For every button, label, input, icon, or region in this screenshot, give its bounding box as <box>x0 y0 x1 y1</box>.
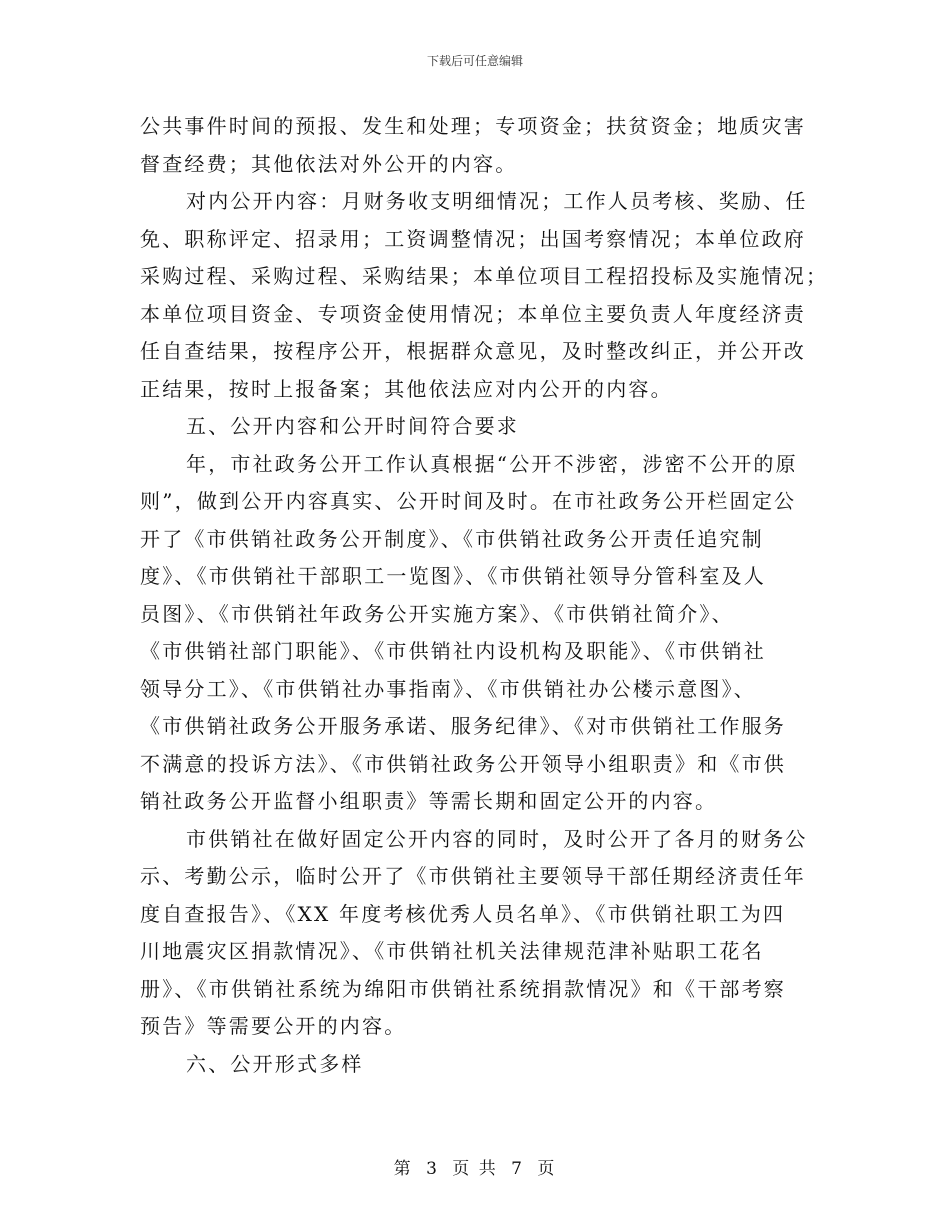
text-line: 本单位项目资金、专项资金使用情况；本单位主要负责人年度经济责 <box>140 301 806 326</box>
text-line: 公共事件时间的预报、发生和处理；专项资金；扶贫资金；地质灾害 <box>140 114 806 138</box>
text-line: 五、公开内容和公开时间符合要求 <box>186 414 519 438</box>
text-line: 川地震灾区捐款情况》、《市供销社机关法律规范津补贴职工花名 <box>140 939 764 963</box>
footer-prefix: 第 <box>393 1159 413 1179</box>
text-line: 年，市社政务公开工作认真根据“公开不涉密，涉密不公开的原 <box>186 451 798 476</box>
text-line: 员图》、《市供销社年政务公开实施方案》、《市供销社简介》、 <box>140 601 734 626</box>
text-line: 对内公开内容：月财务收支明细情况；工作人员考核、奖励、任 <box>186 189 808 213</box>
text-line: 正结果，按时上报备案；其他依法应对内公开的内容。 <box>140 376 673 401</box>
text-line: 开了《市供销社政务公开制度》、《市供销社政务公开责任追究制 <box>140 526 764 551</box>
footer-current-page: 3 <box>426 1159 439 1179</box>
text-line: 则”，做到公开内容真实、公开时间及时。在市社政务公开栏固定公 <box>140 489 797 513</box>
page-footer <box>0 1154 950 1179</box>
footer-middle: 页 共 <box>452 1159 498 1179</box>
text-line: 度》、《市供销社干部职工一览图》、《市供销社领导分管科室及人 <box>140 564 766 588</box>
footer-total-pages: 7 <box>511 1159 524 1179</box>
text-line: 采购过程、采购过程、采购结果；本单位项目工程招投标及实施情况； <box>140 264 829 288</box>
text-line: 不满意的投诉方法》、《市供销社政务公开领导小组职责》和《市供 <box>140 751 786 776</box>
text-line: 领导分工》、《市供销社办事指南》、《市供销社办公楼示意图》、 <box>140 676 756 701</box>
text-line: 预告》等需要公开的内容。 <box>140 1014 407 1038</box>
text-line: 六、公开形式多样 <box>186 1051 364 1076</box>
text-line: 销社政务公开监督小组职责》等需长期和固定公开的内容。 <box>140 789 718 813</box>
text-line: 度自查报告》、《XX 年度考核优秀人员名单》、《市供销社职工为四 <box>140 901 786 926</box>
text-line: 督查经费；其他依法对外公开的内容。 <box>140 151 518 176</box>
page-header: 下载后可任意编辑 <box>426 54 523 68</box>
text-line: 市供销社在做好固定公开内容的同时，及时公开了各月的财务公 <box>186 826 808 851</box>
text-line: 任自查结果，按程序公开，根据群众意见，及时整改纠正，并公开改 <box>140 339 806 363</box>
document-body <box>140 108 829 1083</box>
text-line: 示、考勤公示，临时公开了《市供销社主要领导干部任期经济责任年 <box>140 864 806 888</box>
text-line: 册》、《市供销社系统为绵阳市供销社系统捐款情况》和《干部考察 <box>140 976 786 1001</box>
text-line: 《市供销社部门职能》、《市供销社内设机构及职能》、《市供销社 <box>140 639 766 663</box>
footer-suffix: 页 <box>537 1159 557 1179</box>
text-line: 免、职称评定、招录用；工资调整情况；出国考察情况；本单位政府 <box>140 226 806 251</box>
text-line: 《市供销社政务公开服务承诺、服务纪律》、《对市供销社工作服务 <box>140 714 786 738</box>
